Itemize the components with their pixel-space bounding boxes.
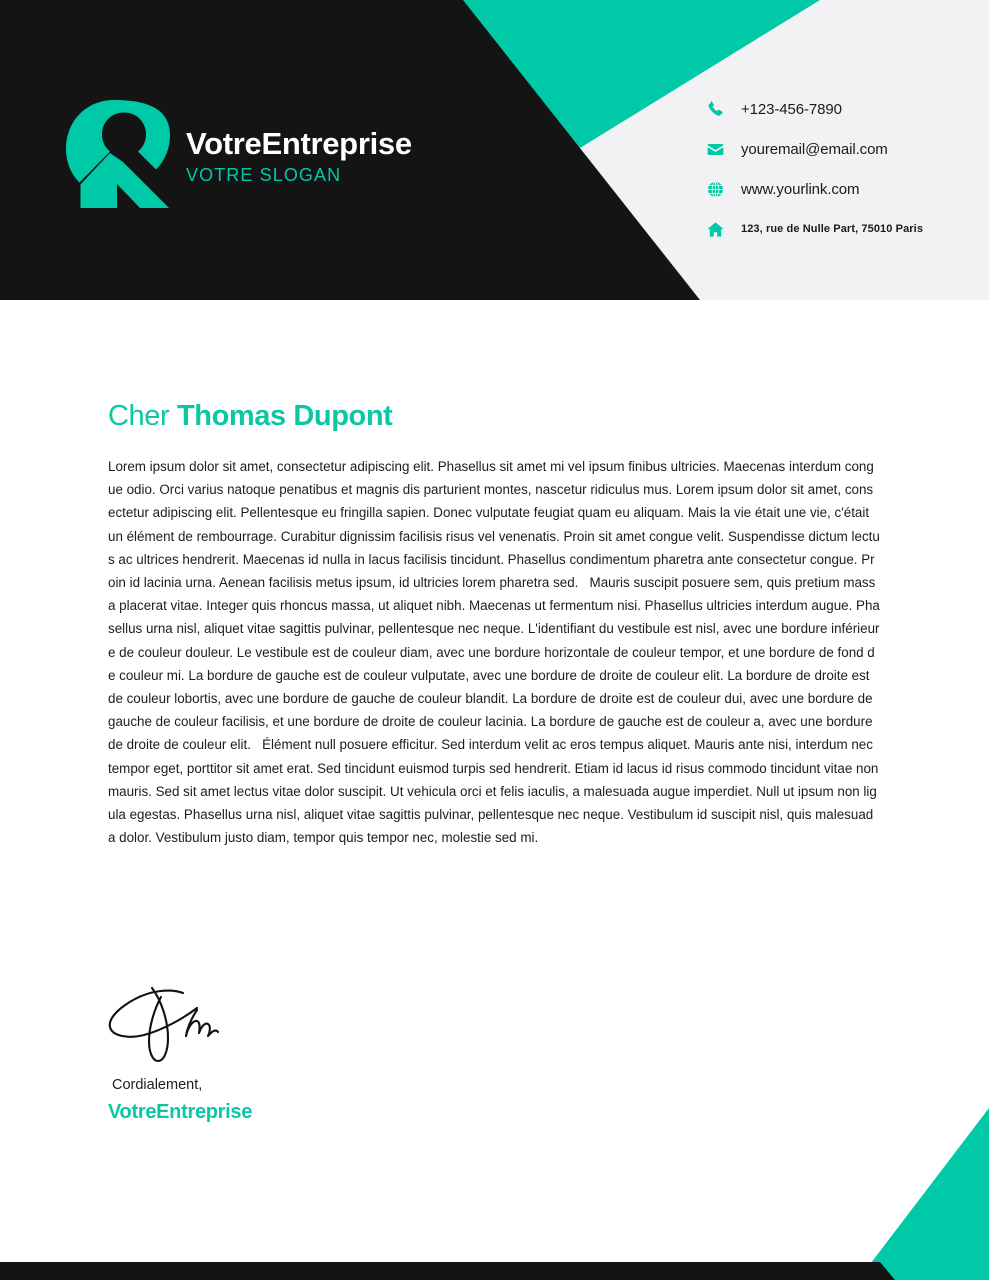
letterhead-footer <box>0 1100 989 1280</box>
brand-logo-text <box>186 122 412 185</box>
letter-greeting <box>108 400 880 433</box>
letterhead-header <box>0 0 989 300</box>
contact-phone-label: +123-456-7890 <box>741 100 842 118</box>
greeting-salutation: Cher <box>108 400 170 432</box>
contact-address-label: 123, rue de Nulle Part, 75010 Paris <box>741 223 924 235</box>
home-icon <box>706 220 725 239</box>
footer-teal-wedge <box>858 1108 989 1280</box>
contact-email-label: youremail@email.com <box>741 140 888 158</box>
contact-email[interactable] <box>706 138 923 160</box>
contact-list <box>706 98 923 240</box>
globe-icon <box>706 180 725 199</box>
company-name: VotreEntreprise <box>186 126 412 162</box>
handwritten-signature <box>104 985 254 1067</box>
letter-body-text: Lorem ipsum dolor sit amet, consectetur adipiscing elit. Phasellus sit amet mi vel ipsum finibus ultricies. Maecenas interdum congue odio. Orci varius natoque penatibus et magnis dis parturient montes, nascetur ridiculus mus. Lorem ipsum dolor sit amet, consectetur adipiscing elit. Pellentesque eu fringilla sapien. Donec vulputate feugiat quam eu aliquam. Mais la vie était une vie, c'était un élément de rembourrage. Curabitur dignissim facilisis risus vel venenatis. Proin sit amet congue velit. Suspendisse dictum lectus ac ultrices hendrerit. Maecenas id nulla in lacus facilisis tincidunt. Phasellus condimentum pharetra ante consectetur congue. Proin id lacinia urna. Aenean facilisis metus ipsum, id ultricies lorem pharetra sed. Mauris suscipit posuere sem, quis pretium massa placerat vitae. Integer quis rhoncus massa, ut aliquet nibh. Maecenas ut fermentum nisi. Phasellus ultricies interdum augue. Phasellus urna nisl, aliquet vitae sagittis pulvinar, pellentesque nec neque. L'identifiant du vestibule est nisl, avec une bordure inférieure de couleur douleur. Le vestibule est de couleur diam, avec une bordure horizontale de couleur tempor, et une bordure de fond de couleur mi. La bordure de gauche est de couleur vulputate, avec une bordure de droite de couleur elit. La bordure de droite est de couleur lobortis, avec une bordure de gauche de couleur blandit. La bordure de droite est de couleur dui, avec une bordure de gauche de couleur facilisis, et une bordure de droite de couleur lacinia. La bordure de gauche est de couleur a, avec une bordure de droite de couleur elit. Élément null posuere efficitur. Sed interdum velit ac eros tempus aliquet. Mauris ante nisi, interdum nec tempor eget, porttitor sit amet erat. Sed tincidunt euismod turpis sed hendrerit. Etiam id lacus id risus commodo tincidunt vitae non mauris. Sed sit amet lectus vitae dolor suscipit. Ut vehicula orci et felis iaculis, a malesuada augue imperdiet. Null ut ipsum non ligula egestas. Phasellus urna nisl, aliquet vitae sagittis pulvinar, pellentesque nec neque. Vestibulum id suscipit nisl, quis malesuada dolor. Vestibulum justo diam, tempor quis tempor nec, molestie sed mi. <box>108 459 883 846</box>
contact-phone[interactable] <box>706 98 923 120</box>
contact-website-label: www.yourlink.com <box>741 180 860 198</box>
letter-content <box>108 400 883 849</box>
phone-icon <box>706 100 725 119</box>
contact-address <box>706 218 923 240</box>
signature-closing: Cordialement, <box>112 1077 203 1093</box>
brand-logo <box>62 98 412 210</box>
footer-dark-bar <box>0 1262 895 1280</box>
greeting-recipient: Thomas Dupont <box>176 400 393 432</box>
q-house-logo-icon <box>62 98 170 210</box>
envelope-icon <box>706 140 725 159</box>
company-slogan: VOTRE SLOGAN <box>186 164 342 185</box>
footer-background-shapes <box>0 1100 989 1280</box>
signature-company: VotreEntreprise <box>108 1101 253 1123</box>
contact-website[interactable] <box>706 178 923 200</box>
